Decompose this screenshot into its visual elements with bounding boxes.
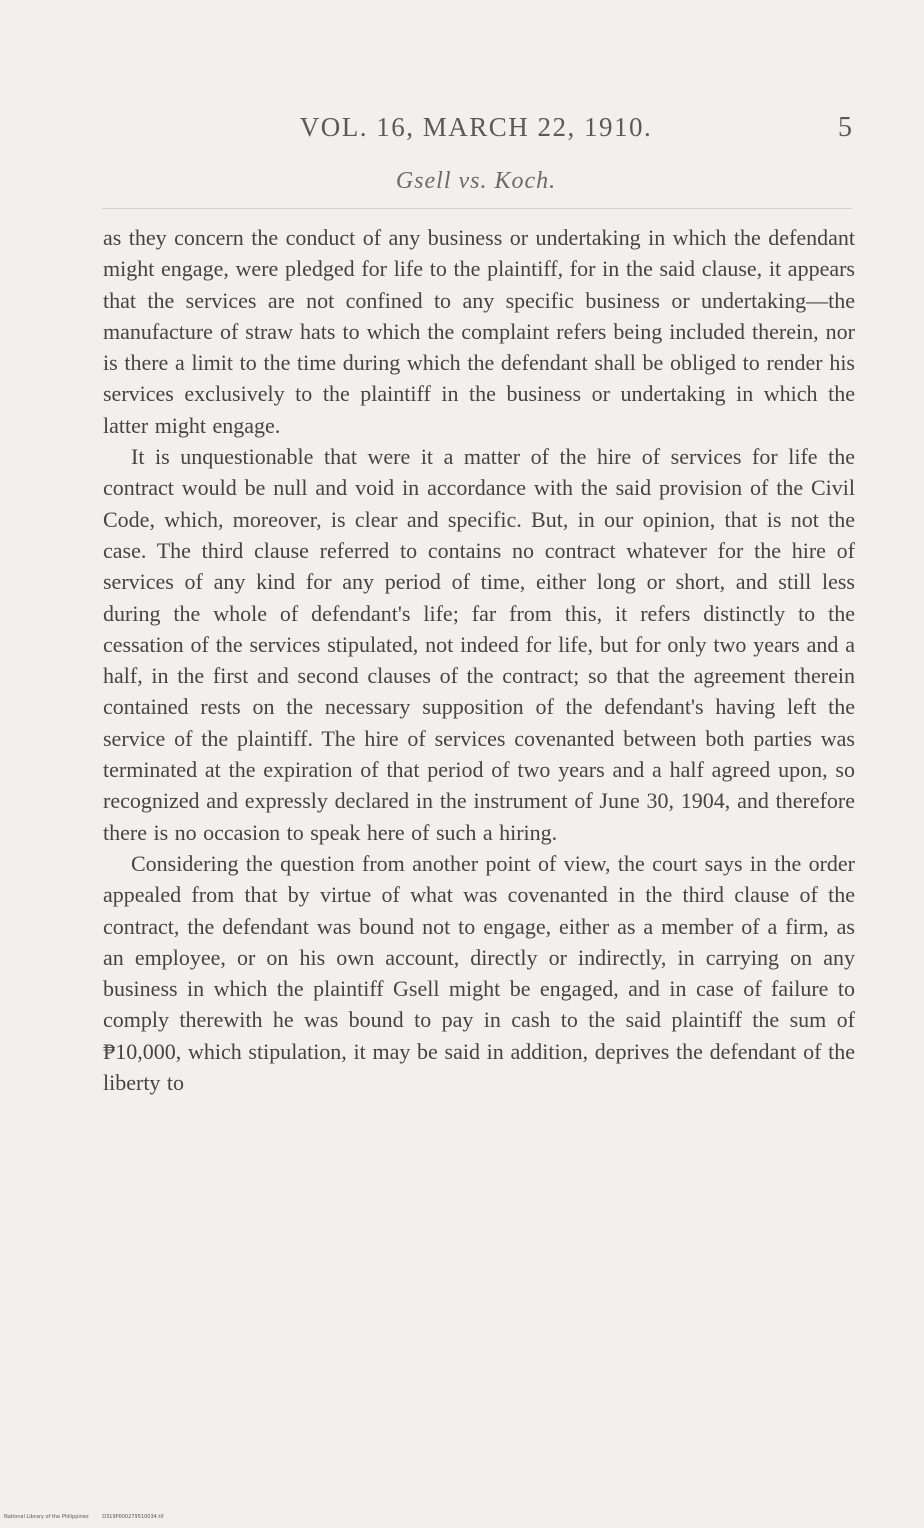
paragraph-1: as they concern the conduct of any business or undertaking in which the defendant might engage, were pledged for life to the plaintiff, for in the said clause, it appears that the services are not confined to any specific business or undertaking—the manufacture of straw hats to which the complaint refers being included therein, nor is there a limit to the time during which the defendant shall be obliged to render his services exclusively to the plaintiff in the business or undertaking in which the latter might engage. [103,225,855,438]
page-number: 5 [838,112,852,143]
file-code: D319P000279510034.tif [102,1514,164,1520]
page-header [100,112,852,152]
paragraph-3: Considering the question from another point of view, the court says in the order appealed from that by virtue of what was covenanted in the third clause of the contract, the defendant was bound not to engage, either as a member of a firm, as an employee, or on his own account, directly or indirectly, in carrying on any business in which the plaintiff Gsell might be engaged, and in case of failure to comply therewith he was bound to pay in cash to the said plaintiff the sum of ₱10,000, which stipulation, it may be said in addition, deprives the defendant of the liberty to [103,850,855,1096]
running-title: VOL. 16, MARCH 22, 1910. [299,112,653,142]
case-title: Gsell vs. Koch. [395,168,557,194]
header-divider [102,208,852,209]
library-credit: National Library of the Philippines [4,1514,89,1520]
body-text [103,222,855,1098]
paragraph-2: It is unquestionable that were it a matter of the hire of services for life the contract would be null and void in accordance with the said provision of the Civil Code, which, moreover, is clear and specific. But, in our opinion, that is not the case. The third clause referred to contains no contract whatever for the hire of services of any kind for any period of time, either long or short, and still less during the whole of defendant's life; far from this, it refers distinctly to the cessation of the services stipulated, not indeed for life, but for only two years and a half, in the first and second clauses of the contract; so that the agreement therein contained rests on the necessary supposition of the defendant's having left the service of the plaintiff. The hire of services covenanted between both parties was terminated at the expiration of that period of two years and a half agreed upon, so recognized and expressly declared in the instrument of June 30, 1904, and therefore there is no occasion to speak here of such a hiring. [103,444,855,845]
scan-footer [4,1514,176,1520]
